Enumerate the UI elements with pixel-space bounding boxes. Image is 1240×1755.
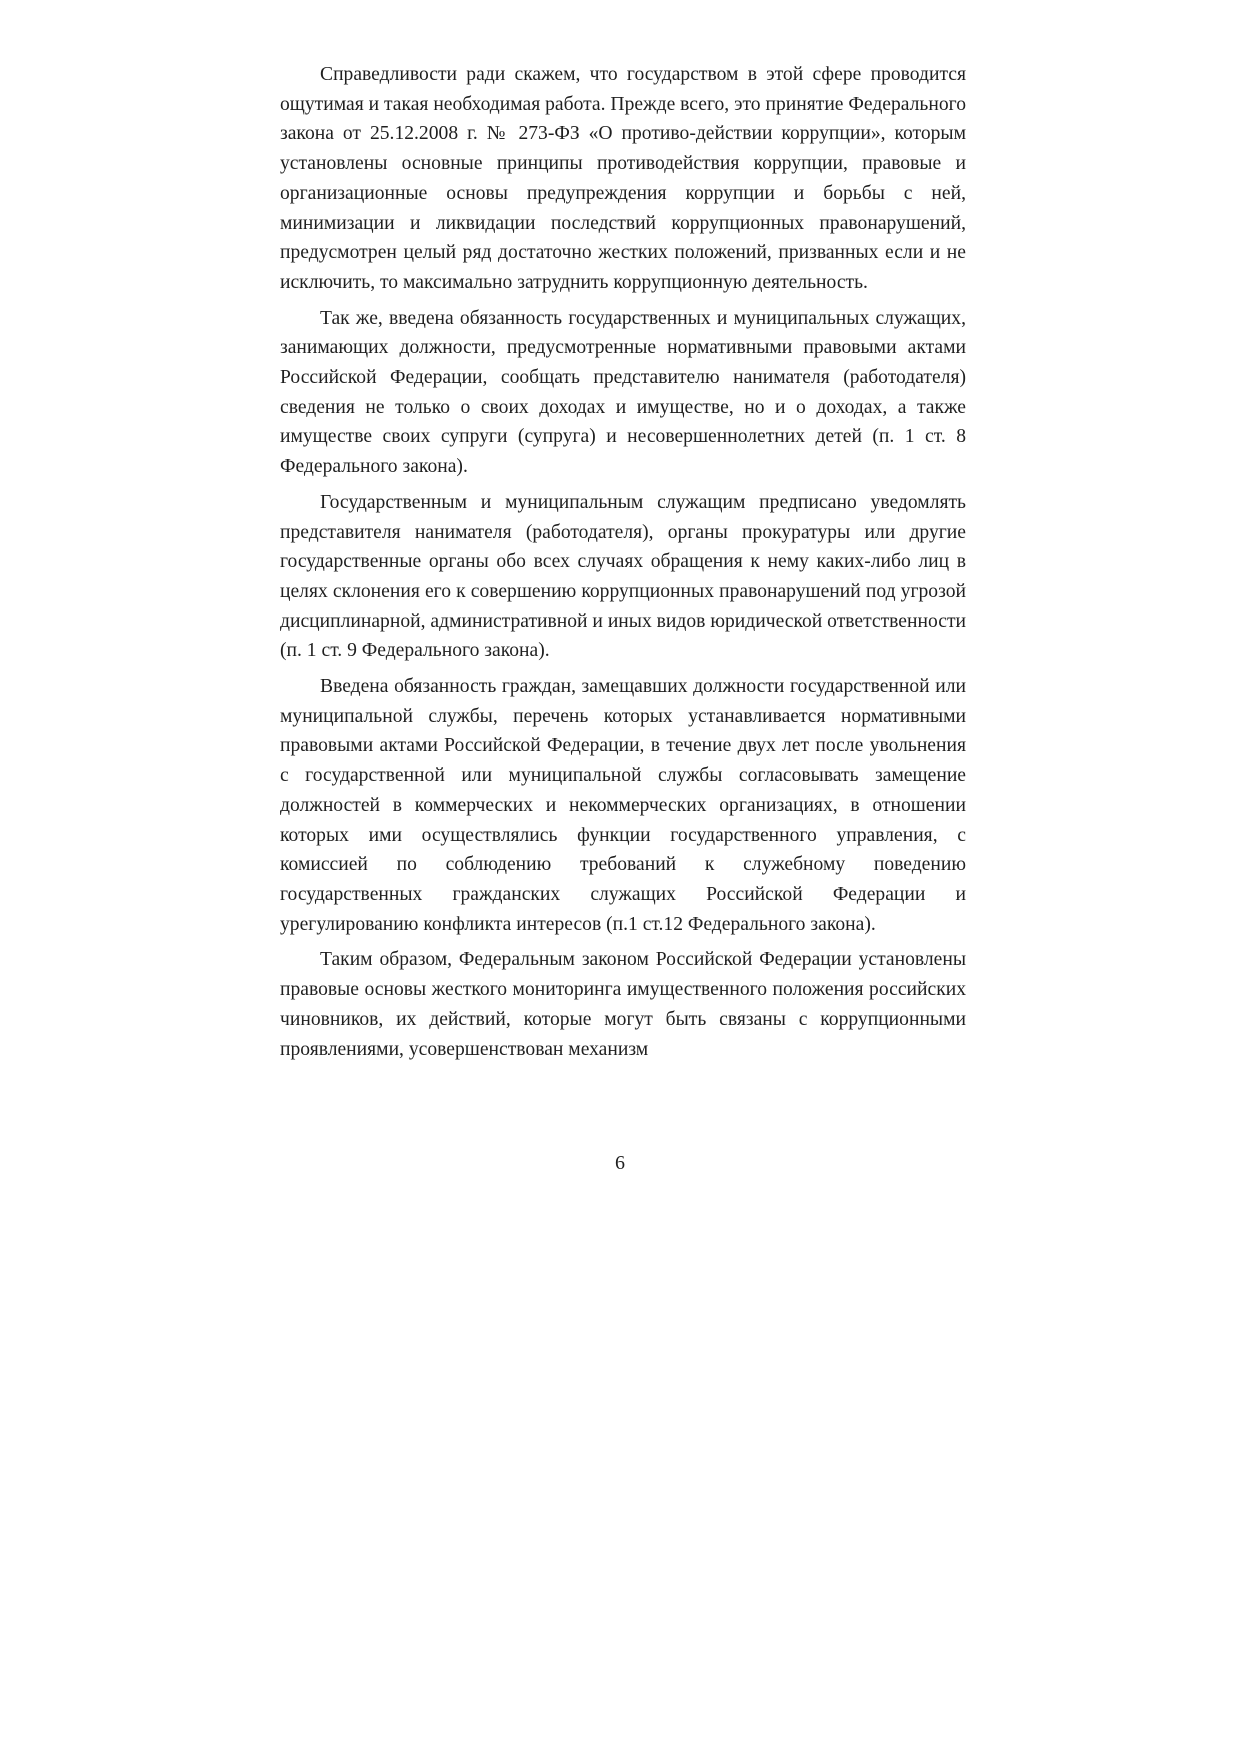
paragraph: Государственным и муниципальным служащим предписано уведомлять представителя нанимателя (работодателя), органы прокуратуры или другие государственные органы обо всех случаях обращения к нему каких-либо лиц в целях склонения его к совершению коррупционных правонарушений под угрозой дисциплинарной, административной и иных видов юридической ответственности (п. 1 ст. 9 Федерального закона). xyxy=(280,491,966,662)
paragraph: Введена обязанность граждан, замещавших должности государственной или муниципальной службы, перечень которых устанавливается нормативными правовыми актами Российской Федерации, в течение двух лет после увольнения с государственной или муниципальной службы согласовывать замещение должностей в коммерческих и некоммерческих организациях, в отношении которых ими осуществлялись функции государственного управления, с комиссией по соблюдению требований к служебному поведению государственных гражданских служащих Российской Федерации и урегулированию конфликта интересов (п.1 ст.12 Федерального закона). xyxy=(280,676,966,935)
paragraph: Справедливости ради скажем, что государством в этой сфере проводится ощутимая и такая необходимая работа. Прежде всего, это принятие Федерального закона от 25.12.2008 г. № 273-ФЗ «О противо-действии коррупции», которым установлены основные принципы противодействия коррупции, правовые и организационные основы предупреждения коррупции и борьбы с ней, минимизации и ликвидации последствий коррупционных правонарушений, предусмотрен целый ряд достаточно жестких положений, призванных если и не исключить, то максимально затруднить коррупционную деятельность. xyxy=(280,64,966,293)
paragraph: Так же, введена обязанность государственных и муниципальных служащих, занимающих должности, предусмотренные нормативными правовыми актами Российской Федерации, сообщать представителю нанимателя (работодателя) сведения не только о своих доходах и имуществе, но и о доходах, а также имуществе своих супруги (супруга) и несовершеннолетних детей (п. 1 ст. 8 Федерального закона). xyxy=(280,307,966,478)
body-text xyxy=(280,60,966,1070)
page-number: 6 xyxy=(615,1152,625,1174)
paragraph: Таким образом, Федеральным законом Российской Федерации установлены правовые основы жесткого мониторинга имущественного положения российских чиновников, их действий, которые могут быть связаны с коррупционными проявлениями, усовершенствован механизм xyxy=(280,949,966,1060)
